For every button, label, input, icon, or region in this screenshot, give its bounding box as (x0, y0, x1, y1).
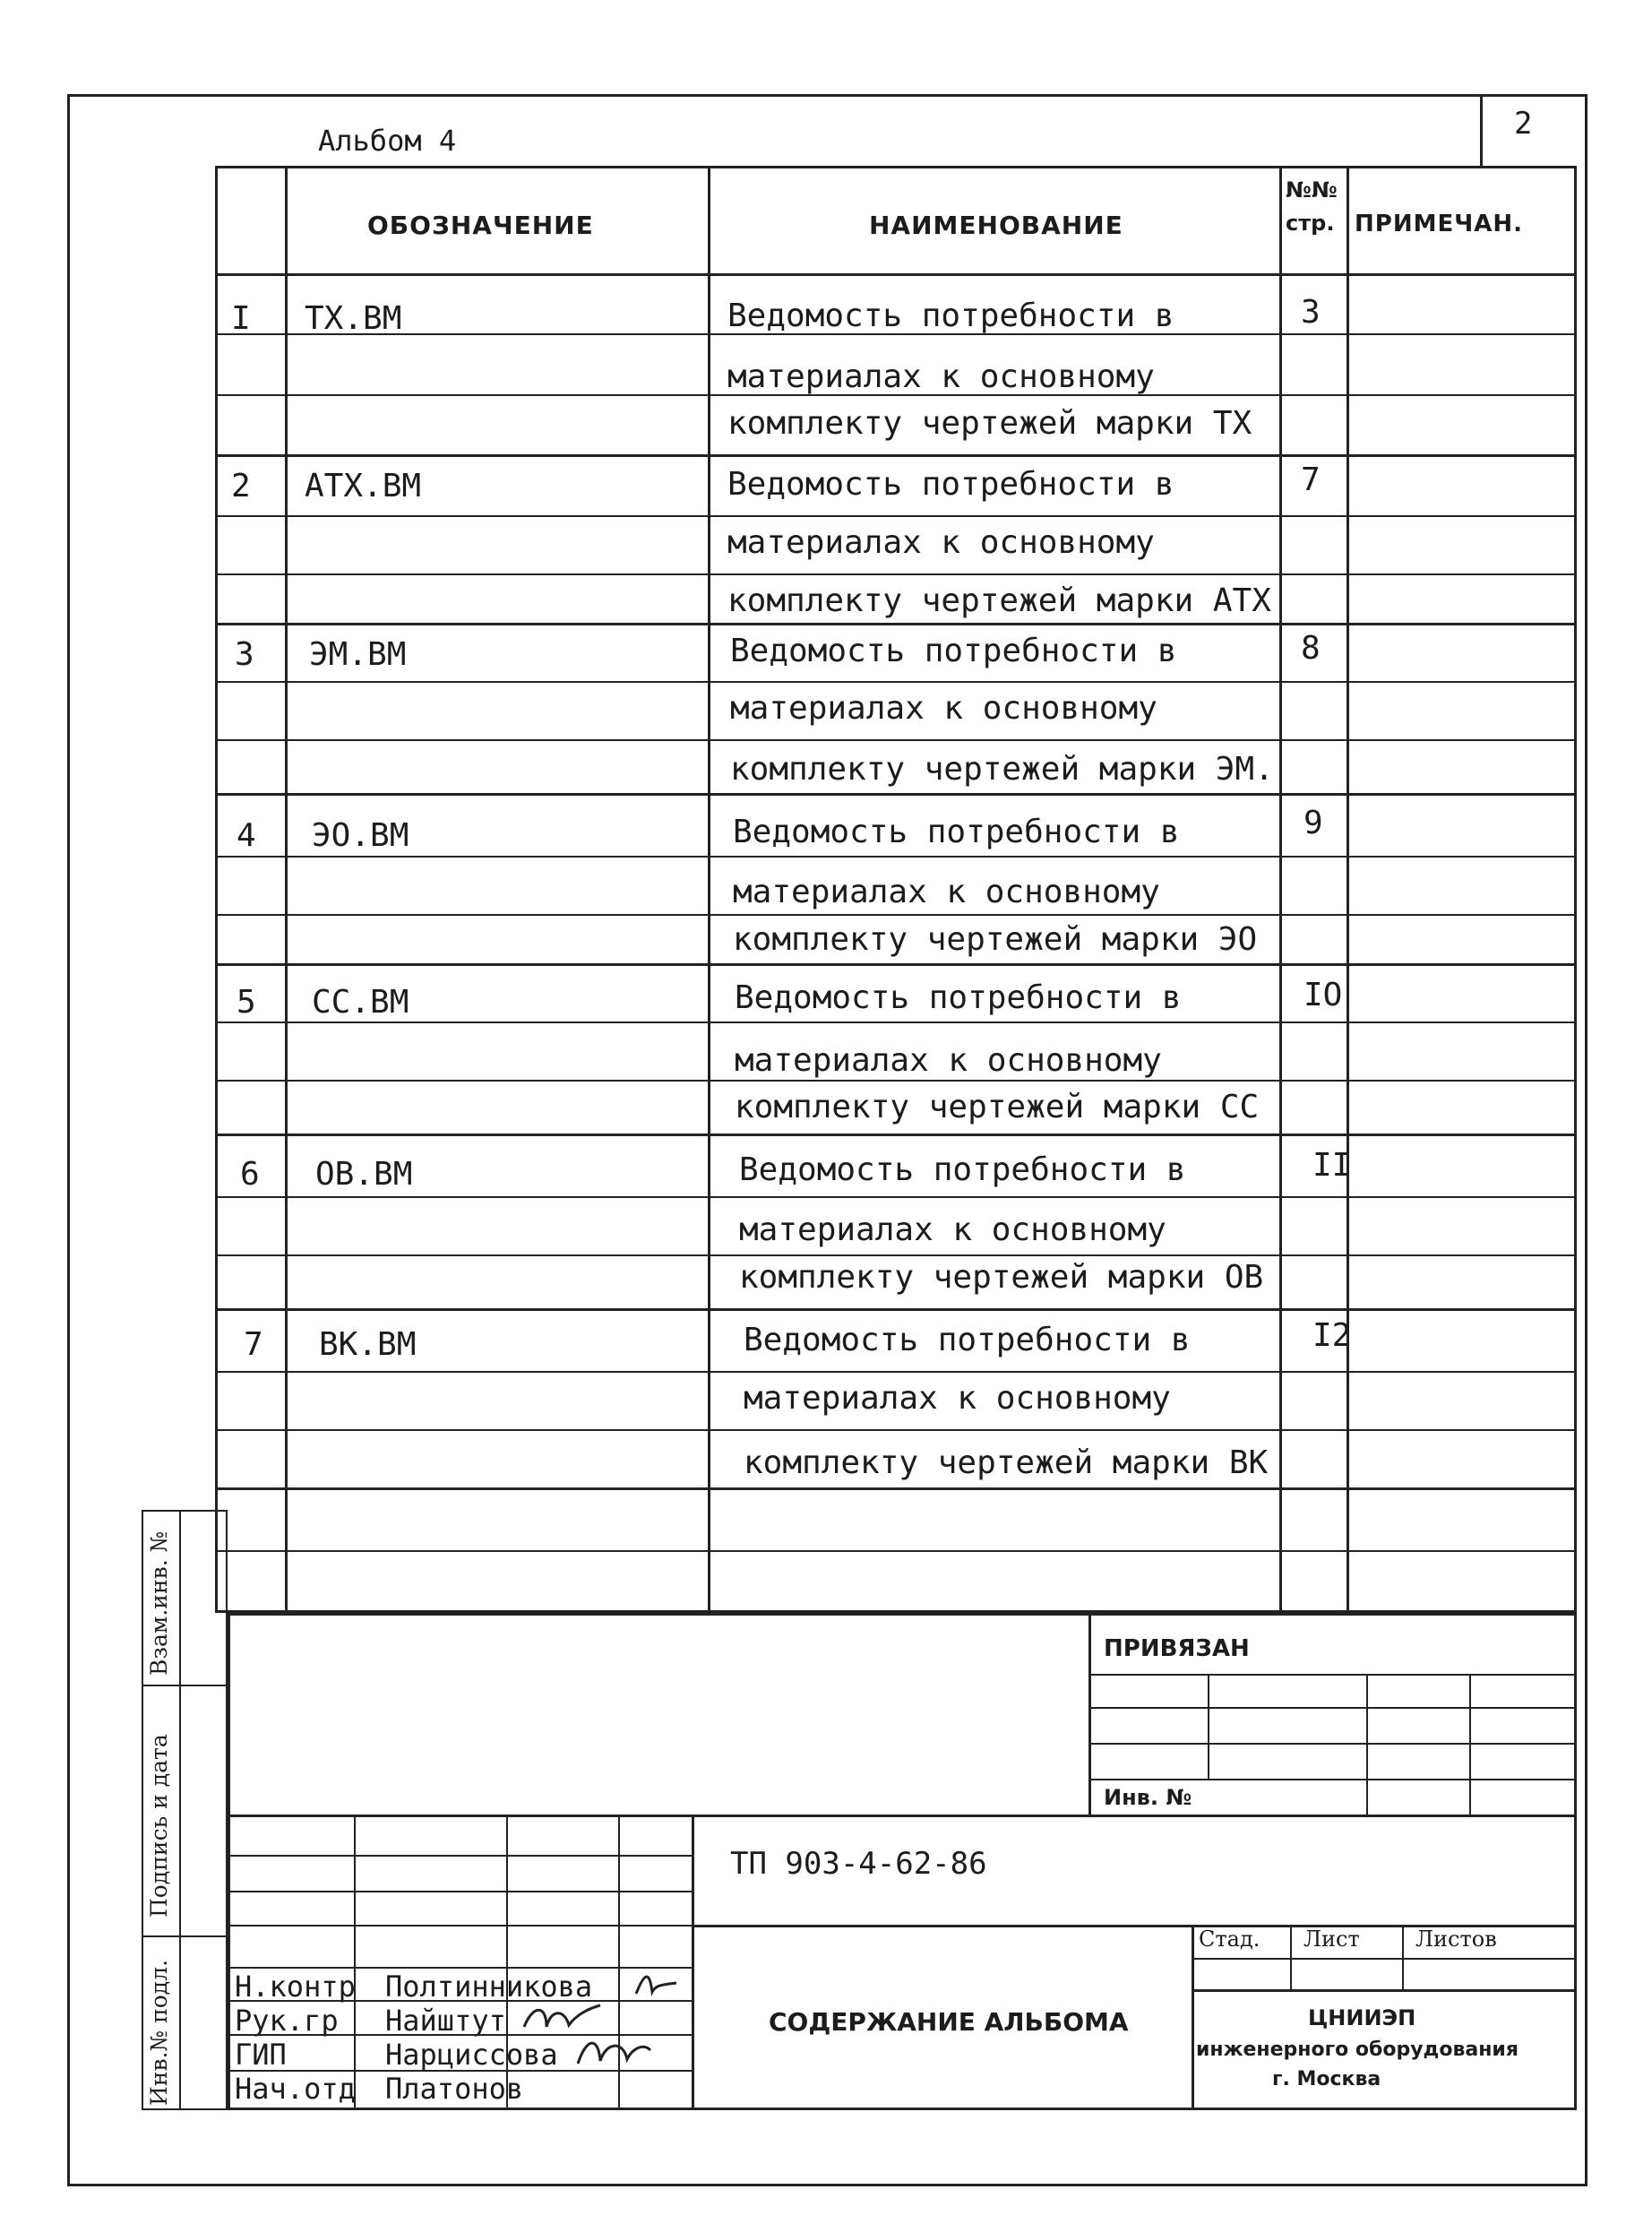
org-dept: инженерного оборудования (1196, 2039, 1519, 2061)
privyazan-col (1208, 1674, 1209, 1779)
doc-title: СОДЕРЖАНИЕ АЛЬБОМА (769, 2007, 1129, 2037)
title-block-line (1192, 1958, 1577, 1960)
row-6-line-1: Ведомость потребности в (739, 1151, 1186, 1188)
row-line (215, 856, 1577, 858)
album-label: Альбом 4 (318, 124, 457, 158)
row-7-line-1: Ведомость потребности в (744, 1322, 1191, 1358)
sheet-number-divider (1480, 94, 1483, 166)
title-block-line (1192, 1989, 1577, 1992)
title-block-col (692, 1815, 694, 2110)
doc-code: ТП 903-4-62-86 (730, 1846, 987, 1882)
privyazan-left (1088, 1613, 1091, 1815)
row-line (215, 1487, 1577, 1490)
title-grid-line (228, 1967, 692, 1969)
row-line (215, 681, 1577, 683)
org-name: ЦНИИЭП (1308, 2005, 1416, 2030)
header-page-1: №№ (1286, 177, 1338, 203)
row-3-code: ЭМ.ВМ (309, 636, 407, 673)
title-grid-col (354, 1815, 356, 2110)
title-grid-line (228, 1925, 692, 1927)
role-1: Н.контр (235, 1970, 356, 2004)
row-line (215, 793, 1577, 796)
row-line (215, 454, 1577, 457)
col-divider-name (1279, 166, 1282, 1613)
row-7-page: I2 (1312, 1317, 1352, 1354)
row-4-page: 9 (1304, 805, 1323, 841)
row-6-page: II (1312, 1147, 1352, 1184)
row-line (215, 573, 1577, 575)
row-2-page: 7 (1301, 461, 1321, 498)
sheets-label: Листов (1415, 1927, 1497, 1952)
row-3-page: 8 (1301, 630, 1321, 667)
title-block-col (1192, 1925, 1194, 2110)
title-block-top (228, 1815, 1577, 1817)
side-label-podpis: Подпись и дата (146, 1734, 172, 1918)
row-line (215, 1134, 1577, 1136)
role-2: Рук.гр (235, 2004, 339, 2038)
privyazan-line (1088, 1743, 1577, 1745)
role-3: ГИП (235, 2038, 287, 2072)
row-1-num: I (231, 300, 251, 337)
signature-2 (520, 2000, 609, 2036)
row-6-line-3: комплекту чертежей марки ОВ (739, 1259, 1264, 1296)
row-4-num: 4 (237, 817, 256, 854)
row-5-page: IO (1304, 977, 1343, 1013)
signature-1 (627, 1967, 690, 2003)
privyazan-line (1088, 1779, 1577, 1780)
row-3-line-3: комплекту чертежей марки ЭМ. (730, 751, 1274, 788)
row-7-line-2: материалах к основному (744, 1380, 1171, 1417)
privyazan-inv-label: Инв. № (1104, 1785, 1192, 1810)
row-1-line-3: комплекту чертежей марки ТХ (727, 405, 1252, 442)
role-4: Нач.отд (235, 2072, 356, 2106)
row-line (215, 963, 1577, 966)
row-4-line-3: комплекту чертежей марки ЭО (733, 921, 1258, 958)
row-4-line-1: Ведомость потребности в (733, 814, 1180, 850)
privyazan-line (1088, 1707, 1577, 1709)
row-7-line-3: комплекту чертежей марки ВК (744, 1444, 1269, 1481)
row-line (215, 739, 1577, 741)
row-6-code: ОВ.ВМ (315, 1156, 413, 1193)
row-5-code: СС.ВМ (312, 984, 409, 1021)
row-line (215, 1429, 1577, 1431)
row-3-line-2: материалах к основному (730, 690, 1157, 727)
header-bottom-line (215, 273, 1577, 276)
header-designation: ОБОЗНАЧЕНИЕ (367, 211, 594, 240)
privyazan-col (1469, 1674, 1471, 1815)
row-5-line-3: комплекту чертежей марки СС (735, 1089, 1260, 1125)
row-7-code: ВК.ВМ (319, 1326, 417, 1363)
privyazan-col (1366, 1674, 1368, 1815)
row-5-line-2: материалах к основному (735, 1042, 1162, 1079)
row-2-num: 2 (231, 468, 251, 504)
col-divider-code (708, 166, 710, 1613)
side-stamp-line (142, 1685, 228, 1686)
row-7-num: 7 (244, 1326, 263, 1363)
signature-3 (573, 2032, 654, 2073)
row-6-line-2: материалах к основному (739, 1211, 1166, 1248)
title-block-col (1290, 1925, 1292, 1989)
row-line (215, 1021, 1577, 1023)
row-3-line-1: Ведомость потребности в (730, 633, 1177, 669)
row-line (215, 914, 1577, 916)
row-2-line-2: материалах к основному (727, 524, 1155, 561)
row-1-line-2: материалах к основному (727, 358, 1155, 395)
title-grid-line (228, 1891, 692, 1892)
role-2-name: Найштут (385, 2004, 506, 2038)
title-block-col (1402, 1925, 1404, 1989)
row-1-line-1: Ведомость потребности в (727, 297, 1174, 334)
row-line (215, 1080, 1577, 1082)
side-stamp-divider (179, 1510, 181, 2110)
header-note: ПРИМЕЧАН. (1355, 211, 1523, 237)
row-2-code: АТХ.ВМ (305, 468, 422, 504)
role-1-name: Полтинникова (385, 1970, 593, 2004)
row-line (215, 1196, 1577, 1198)
row-line (215, 515, 1577, 517)
sheet-number: 2 (1514, 106, 1533, 142)
role-3-name: Нарциссова (385, 2038, 558, 2072)
privyazan-title: ПРИВЯЗАН (1104, 1635, 1250, 1662)
row-5-line-1: Ведомость потребности в (735, 979, 1182, 1016)
privyazan-line (1088, 1674, 1577, 1676)
row-2-line-1: Ведомость потребности в (727, 466, 1174, 503)
header-name: НАИМЕНОВАНИЕ (869, 211, 1123, 240)
col-divider-page (1347, 166, 1349, 1613)
row-line (215, 623, 1577, 625)
row-1-page: 3 (1301, 294, 1321, 331)
side-stamp-line (142, 1935, 228, 1937)
row-line (215, 1254, 1577, 1256)
stage-label: Стад. (1199, 1927, 1261, 1952)
row-6-num: 6 (240, 1156, 260, 1193)
row-line (215, 1308, 1577, 1311)
row-line (215, 1371, 1577, 1373)
row-1-code: ТХ.ВМ (305, 300, 402, 337)
row-4-line-2: материалах к основному (733, 874, 1160, 910)
title-grid-line (228, 1855, 692, 1857)
row-5-num: 5 (237, 984, 256, 1021)
sheet-label: Лист (1304, 1927, 1360, 1952)
side-label-vzam: Взам.инв. № (146, 1530, 172, 1676)
org-city: г. Москва (1272, 2068, 1381, 2090)
row-4-code: ЭО.ВМ (312, 817, 409, 854)
col-divider-num (285, 166, 288, 1613)
header-page-2: стр. (1286, 211, 1335, 236)
row-line (215, 1550, 1577, 1552)
side-label-inv: Инв.№ подл. (146, 1959, 172, 2106)
role-4-name: Платонов (385, 2072, 524, 2106)
row-3-num: 3 (235, 636, 254, 673)
row-2-line-3: комплекту чертежей марки АТХ (727, 582, 1271, 619)
